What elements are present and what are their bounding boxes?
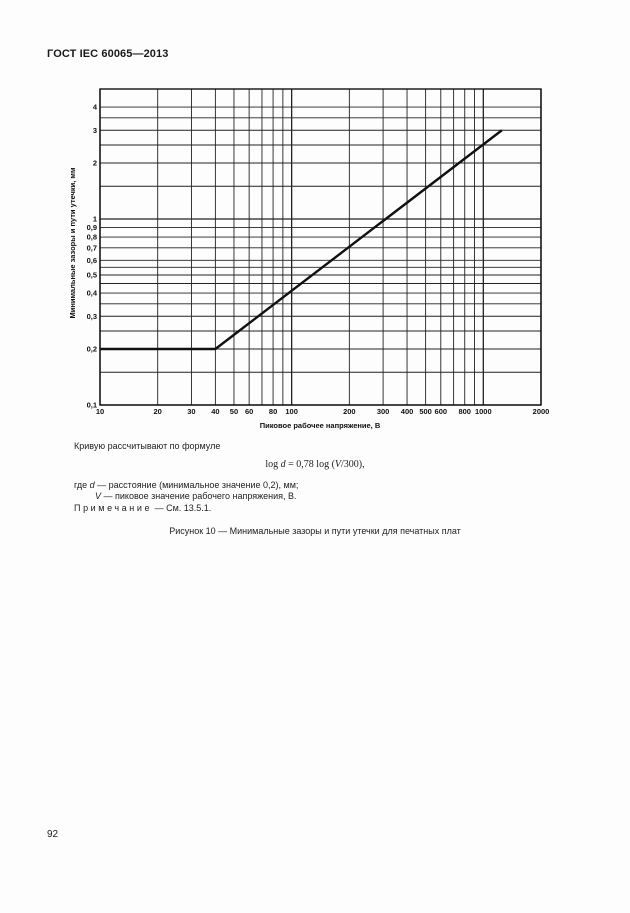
definition-v: [95, 491, 297, 501]
x-tick-label: 600: [434, 407, 448, 416]
y-tick-label: 0,6: [86, 255, 97, 265]
note-label: Примечание: [74, 503, 153, 513]
grid-lines: [100, 89, 541, 405]
x-tick-label: 30: [187, 407, 196, 416]
note-text: — См. 13.5.1.: [152, 503, 212, 513]
where-word: где: [74, 480, 90, 490]
y-tick-label: 0,7: [86, 243, 97, 253]
formula-suffix: /300),: [341, 459, 365, 470]
definition-v-text: — пиковое значение рабочего напряжения, В.: [101, 491, 297, 501]
x-tick-label: 20: [153, 407, 162, 416]
document-header: ГОСТ IEC 60065—2013: [47, 48, 169, 60]
x-tick-label: 50: [229, 407, 239, 416]
clearance-chart: [0, 0, 630, 440]
x-tick-label: 80: [268, 407, 278, 416]
x-tick-label: 300: [376, 407, 390, 416]
note: [74, 503, 211, 513]
formula-var-d: d: [280, 459, 286, 470]
y-tick-label: 2: [92, 158, 97, 168]
y-tick-label: 0,5: [86, 270, 97, 280]
x-tick-label: 1000: [474, 407, 492, 416]
x-tick-label: 500: [419, 407, 432, 416]
x-tick-label: 100: [285, 407, 298, 416]
figure-caption: Рисунок 10 — Минимальные зазоры и пути утечки для печатных плат: [169, 526, 461, 536]
x-tick-label: 2000: [532, 407, 550, 416]
formula-intro: Кривую рассчитывают по формуле: [74, 441, 221, 451]
definition-d-text: — расстояние (минимальное значение 0,2), мм;: [94, 480, 299, 490]
tick-labels: [87, 103, 550, 416]
formula: [0, 459, 630, 470]
y-tick-label: 0,8: [86, 232, 97, 242]
x-tick-label: 40: [211, 407, 220, 416]
y-axis-label: Минимальные зазоры и пути утечки, мм: [68, 167, 77, 319]
definition-d-var: d: [89, 480, 95, 490]
x-tick-label: 60: [244, 407, 254, 416]
y-tick-label: 0,9: [86, 223, 97, 233]
formula-prefix: log: [265, 459, 281, 470]
definition-v-var: V: [95, 491, 102, 501]
y-tick-label: 0,4: [86, 288, 97, 298]
formula-var-v: V: [334, 459, 342, 470]
y-tick-label: 0,1: [86, 400, 97, 410]
formula-mid: = 0,78 log (: [285, 459, 335, 470]
y-tick-label: 0,2: [86, 344, 97, 354]
definition-d: [74, 480, 298, 490]
page-number: 92: [47, 829, 59, 840]
x-tick-label: 200: [343, 407, 356, 416]
y-tick-label: 1: [92, 214, 97, 224]
y-tick-label: 4: [92, 102, 97, 112]
y-tick-label: 0,3: [86, 311, 97, 321]
x-tick-label: 800: [458, 407, 471, 416]
x-tick-label: 10: [95, 407, 105, 416]
y-tick-label: 3: [92, 125, 97, 135]
x-tick-label: 400: [400, 407, 414, 416]
x-axis-label: Пиковое рабочее напряжение, В: [259, 421, 381, 430]
